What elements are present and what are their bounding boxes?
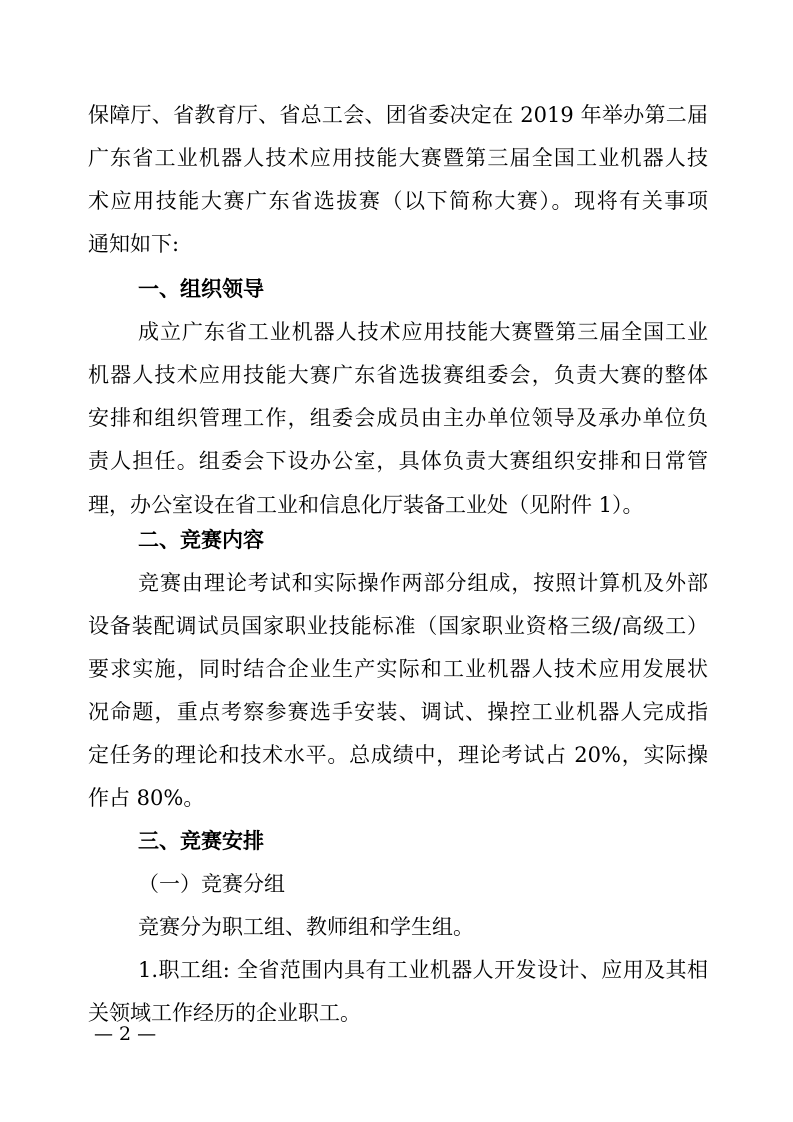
body-text-line: 术应用技能大赛广东省选拔赛（以下简称大赛）。现将有关事项: [88, 189, 708, 213]
body-text-line: 关领域工作经历的企业职工。: [88, 1001, 361, 1025]
section-heading-arrangement: 三、竞赛安排: [138, 829, 264, 853]
section-heading-content: 二、竞赛内容: [138, 528, 264, 552]
body-text-line: 保障厅、省教育厅、省总工会、团省委决定在 2019 年举办第二届: [88, 103, 708, 127]
body-text-line: 通知如下:: [88, 232, 180, 256]
body-text-line: 竞赛由理论考试和实际操作两部分组成，按照计算机及外部: [138, 571, 708, 595]
subsection-heading-grouping: （一）竞赛分组: [138, 872, 285, 896]
body-text-line: 机器人技术应用技能大赛广东省选拔赛组委会，负责大赛的整体: [88, 363, 708, 387]
body-text-line: 况命题，重点考察参赛选手安装、调试、操控工业机器人完成指: [88, 700, 708, 724]
body-text-line: 1.职工组: 全省范围内具有工业机器人开发设计、应用及其相: [138, 958, 708, 982]
body-text-line: 要求实施，同时结合企业生产实际和工业机器人技术应用发展状: [88, 657, 708, 681]
section-heading-organization: 一、组织领导: [138, 277, 264, 301]
body-text-line: 竞赛分为职工组、教师组和学生组。: [138, 915, 474, 939]
body-text-line: 设备装配调试员国家职业技能标准（国家职业资格三级/高级工）: [88, 614, 708, 638]
body-text-line: 广东省工业机器人技术应用技能大赛暨第三届全国工业机器人技: [88, 146, 708, 170]
body-text-line: 成立广东省工业机器人技术应用技能大赛暨第三届全国工业: [138, 320, 708, 344]
body-text-line: 安排和组织管理工作，组委会成员由主办单位领导及承办单位负: [88, 406, 708, 430]
page-number: — 2 —: [94, 1023, 157, 1045]
body-text-line: 定任务的理论和技术水平。总成绩中，理论考试占 20%，实际操: [88, 743, 708, 767]
body-text-line: 理，办公室设在省工业和信息化厅装备工业处（见附件 1）。: [88, 493, 644, 517]
body-text-line: 责人担任。组委会下设办公室，具体负责大赛组织安排和日常管: [88, 449, 708, 473]
body-text-line: 作占 80%。: [88, 786, 205, 810]
